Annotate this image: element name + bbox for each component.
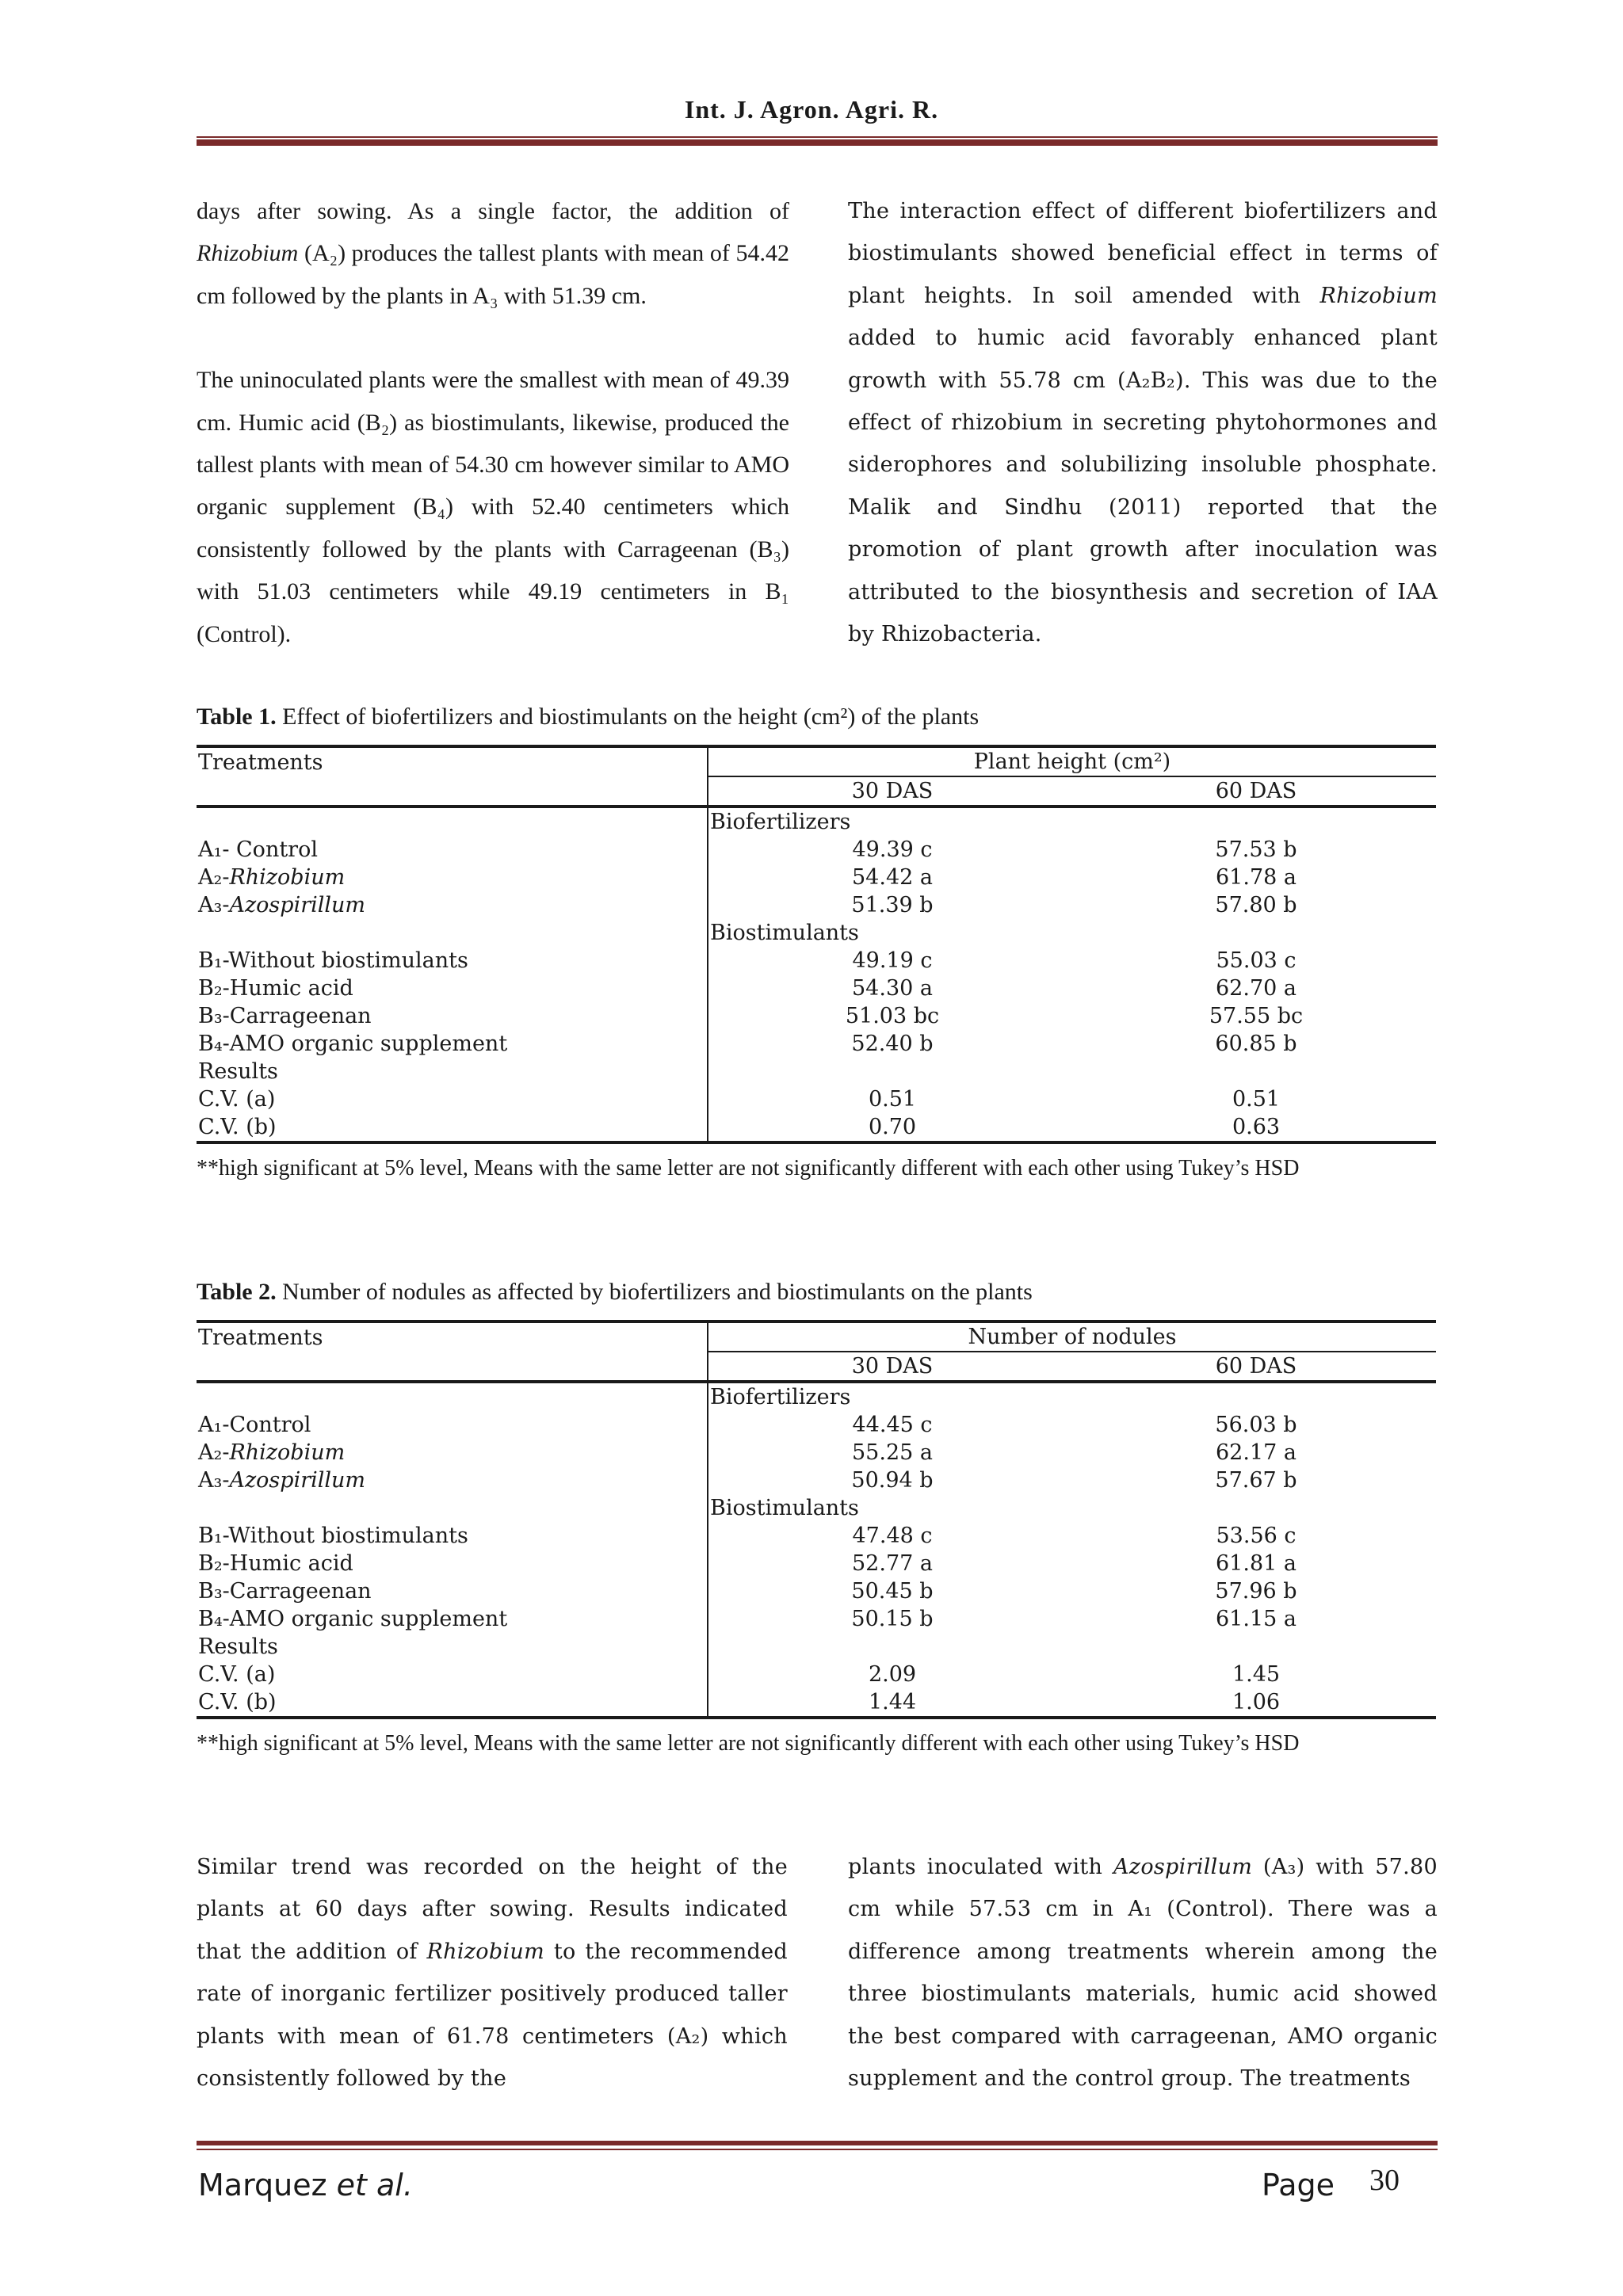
table1-row-30das: 54.30 a — [708, 974, 1076, 1002]
table1-row-treatment — [197, 891, 708, 919]
table2-cvb-30: 1.44 — [708, 1688, 1076, 1718]
top-left-paragraph-1 — [197, 190, 789, 317]
table1-section-biofertilizers: Biofertilizers — [708, 807, 1436, 836]
treatment-code: A₃- — [198, 893, 230, 917]
table1-row-30das: 49.19 c — [708, 947, 1076, 974]
text-run: days after sowing. As a single factor, the addition of — [197, 198, 789, 224]
top-right-column — [848, 190, 1438, 655]
table2-row — [197, 1522, 1436, 1550]
table2-section-biofertilizers: Biofertilizers — [708, 1382, 1436, 1411]
text-run: Similar trend was recorded on the height of the plants at 60 days after sowing. Results indicated that the addition of — [197, 1855, 788, 1964]
table1-row — [197, 864, 1436, 891]
italic-term: Rhizobium — [1319, 283, 1438, 308]
header-rule-thin — [197, 136, 1438, 138]
footer-page-number: 30 — [1369, 2164, 1400, 2197]
treatment-code: B₄-AMO organic supplement — [198, 1032, 508, 1056]
table2-row-treatment — [197, 1605, 708, 1633]
table1-row-60das: 55.03 c — [1216, 948, 1296, 973]
table1-row-30das: 54.42 a — [708, 864, 1076, 891]
table1-header-group: Plant height (cm²) — [708, 746, 1436, 776]
table2-row-60das: 57.67 b — [1215, 1468, 1297, 1493]
treatment-organism: Azospirillum — [229, 893, 366, 917]
table1-row — [197, 891, 1436, 919]
treatment-code: A₃- — [198, 1468, 230, 1493]
treatment-organism: Rhizobium — [229, 1440, 346, 1465]
footer-page-label: Page — [1262, 2168, 1335, 2203]
table1-row-treatment — [197, 947, 708, 974]
table2-row-treatment — [197, 1522, 708, 1550]
table2-row-30das: 50.45 b — [708, 1577, 1076, 1605]
table2-header-treatments: Treatments — [198, 1325, 323, 1350]
table1-row-60das: 61.78 a — [1216, 865, 1296, 890]
bottom-left-paragraph-1 — [197, 1846, 788, 2100]
table1-row-30das: 51.03 bc — [708, 1002, 1076, 1030]
table2-row-30das: 44.45 c — [708, 1411, 1076, 1439]
footer-etal: et al. — [336, 2168, 413, 2203]
treatment-code: B₄-AMO organic supplement — [198, 1607, 508, 1631]
table2-caption-text: Number of nodules as affected by biofertilizers and biostimulants on the plants — [276, 1279, 1033, 1305]
table1-caption — [197, 704, 979, 730]
table2-cva-60: 1.45 — [1232, 1662, 1281, 1687]
table1-row-60das: 57.80 b — [1215, 893, 1297, 917]
table2-header-group: Number of nodules — [708, 1322, 1436, 1352]
table2-caption-label: Table 2. — [197, 1279, 277, 1305]
table1-cvb-60: 0.63 — [1232, 1115, 1281, 1139]
table1-cva-60: 0.51 — [1232, 1087, 1281, 1112]
italic-term: Rhizobium — [197, 240, 299, 267]
table1-row-treatment — [197, 864, 708, 891]
table2-cva-30: 2.09 — [708, 1661, 1076, 1688]
table2-row — [197, 1605, 1436, 1633]
bottom-right-paragraph-1 — [848, 1846, 1438, 2100]
top-left-paragraph-2: The uninoculated plants were the smallest with mean of 49.39 cm. Humic acid (B₂) as biostimulants, likewise, produced the tallest plants with mean of 54.30 cm however similar to AMO organic supplement (B₄) with 52.40 centimeters which consistently followed by the plants with Carrageenan (B₃) with 51.03 centimeters while 49.19 centimeters in B₁ (Control). — [197, 367, 789, 647]
table2-row — [197, 1411, 1436, 1439]
table1-cva-label: C.V. (a) — [198, 1087, 276, 1112]
table2-row-30das: 52.77 a — [708, 1550, 1076, 1577]
table1-row-60das: 60.85 b — [1215, 1032, 1297, 1056]
treatment-code: A₂- — [198, 1440, 230, 1465]
text-run: plants inoculated with — [848, 1855, 1113, 1879]
treatment-code: A₁- Control — [198, 837, 318, 862]
text-run: (A₂) produces the tallest plants with mean of 54.42 cm followed by the plants in A₃ with 51.39 cm. — [197, 240, 789, 309]
table1-row-30das: 51.39 b — [708, 891, 1076, 919]
table2-row-30das: 47.48 c — [708, 1522, 1076, 1550]
italic-term: Azospirillum — [1113, 1855, 1253, 1879]
bottom-right-column — [848, 1846, 1438, 2100]
table2-row-treatment — [197, 1550, 708, 1577]
italic-term: Rhizobium — [426, 1939, 544, 1964]
table1-row-30das: 52.40 b — [708, 1030, 1076, 1058]
table2-row — [197, 1577, 1436, 1605]
table2-row-60das: 61.81 a — [1216, 1551, 1296, 1576]
bottom-left-column — [197, 1846, 788, 2100]
table2-cva-label: C.V. (a) — [198, 1662, 276, 1687]
treatment-organism: Rhizobium — [229, 865, 346, 890]
table1-caption-label: Table 1. — [197, 704, 277, 730]
table2-header-30das: 30 DAS — [708, 1352, 1076, 1382]
table1-row — [197, 1030, 1436, 1058]
treatment-code: B₃-Carrageenan — [198, 1004, 372, 1028]
footer-author — [198, 2168, 413, 2203]
table1-row-60das: 57.53 b — [1215, 837, 1297, 862]
table2-row-60das: 62.17 a — [1216, 1440, 1296, 1465]
table1-row — [197, 1002, 1436, 1030]
table2-row-treatment — [197, 1411, 708, 1439]
table1-header-30das: 30 DAS — [708, 776, 1076, 807]
treatment-organism: Azospirillum — [229, 1468, 366, 1493]
table2-row-60das: 56.03 b — [1215, 1413, 1297, 1437]
text-run: The interaction effect of different biofertilizers and biostimulants showed beneficial effect in terms of plant heights. In soil amended with — [848, 199, 1438, 308]
table2-row-30das: 50.94 b — [708, 1466, 1076, 1494]
table1-row-treatment — [197, 1030, 708, 1058]
table1-row-60das: 62.70 a — [1216, 976, 1296, 1001]
table1-row — [197, 836, 1436, 864]
footer-rule-thin — [197, 2149, 1438, 2150]
table2-row-60das: 53.56 c — [1216, 1524, 1296, 1548]
text-run: (A₃) with 57.80 cm while 57.53 cm in A₁ (Control). There was a difference among treatments wherein among the three biostimulants materials, humic acid showed the best compared with carrageenan, AMO organic supplement and the control group. The treatments — [848, 1855, 1438, 2092]
top-right-paragraph-1 — [848, 190, 1438, 655]
table1-row-30das: 49.39 c — [708, 836, 1076, 864]
table2 — [197, 1320, 1436, 1719]
table1-header-treatments: Treatments — [198, 749, 323, 775]
table1-cva-30: 0.51 — [708, 1085, 1076, 1113]
text-run: added to humic acid favorably enhanced plant growth with 55.78 cm (A₂B₂). This was due to the effect of rhizobium in secreting phytohormones and siderophores and solubilizing insoluble phosphate. Malik and Sindhu (2011) reported that the promotion of plant growth after inoculation was attributed to the biosynthesis and secretion of IAA by Rhizobacteria. — [848, 326, 1438, 647]
footer-author-name: Marquez — [198, 2168, 337, 2203]
journal-header: Int. J. Agron. Agri. R. — [684, 95, 939, 124]
table2-row — [197, 1439, 1436, 1466]
footer-rule-thick — [197, 2141, 1438, 2145]
table1 — [197, 745, 1436, 1144]
table2-row — [197, 1466, 1436, 1494]
text-run: to the recommended rate of inorganic fertilizer positively produced taller plants with mean of 61.78 centimeters (A₂) which consistently followed by the — [197, 1939, 788, 2092]
table1-header-60das: 60 DAS — [1076, 776, 1436, 807]
table1-row — [197, 974, 1436, 1002]
table2-cvb-60: 1.06 — [1232, 1690, 1281, 1714]
treatment-code: B₃-Carrageenan — [198, 1579, 372, 1604]
table1-footnote: **high significant at 5% level, Means with the same letter are not significantly different with each other using Tukey’s HSD — [197, 1156, 1300, 1180]
table1-cvb-label: C.V. (b) — [198, 1115, 277, 1139]
table2-row — [197, 1550, 1436, 1577]
treatment-code: B₂-Humic acid — [198, 1551, 353, 1576]
treatment-code: B₁-Without biostimulants — [198, 948, 468, 973]
table1-caption-text: Effect of biofertilizers and biostimulants on the height (cm²) of the plants — [276, 704, 980, 730]
table1-row-treatment — [197, 836, 708, 864]
table2-section-biostimulants: Biostimulants — [708, 1494, 1436, 1522]
table2-row-treatment — [197, 1577, 708, 1605]
table2-row-treatment — [197, 1466, 708, 1494]
table1-section-biostimulants: Biostimulants — [708, 919, 1436, 947]
treatment-code: B₂-Humic acid — [198, 976, 353, 1001]
table2-caption — [197, 1279, 1033, 1306]
table1-row-treatment — [197, 974, 708, 1002]
table2-row-treatment — [197, 1439, 708, 1466]
treatment-code: A₁-Control — [198, 1413, 311, 1437]
table2-cvb-label: C.V. (b) — [198, 1690, 277, 1714]
table2-row-30das: 50.15 b — [708, 1605, 1076, 1633]
table1-cvb-30: 0.70 — [708, 1113, 1076, 1142]
table1-row — [197, 947, 1436, 974]
table2-row-30das: 55.25 a — [708, 1439, 1076, 1466]
treatment-code: B₁-Without biostimulants — [198, 1524, 468, 1548]
header-rule-thick — [197, 139, 1438, 146]
table2-footnote: **high significant at 5% level, Means with the same letter are not significantly different with each other using Tukey’s HSD — [197, 1731, 1300, 1756]
table2-row-60das: 57.96 b — [1215, 1579, 1297, 1604]
table2-header-60das: 60 DAS — [1076, 1352, 1436, 1382]
table1-results-label: Results — [198, 1059, 278, 1084]
table2-row-60das: 61.15 a — [1216, 1607, 1296, 1631]
treatment-code: A₂- — [198, 865, 230, 890]
table1-row-60das: 57.55 bc — [1209, 1004, 1304, 1028]
table2-results-label: Results — [198, 1634, 278, 1659]
top-left-column — [197, 190, 789, 655]
table1-row-treatment — [197, 1002, 708, 1030]
